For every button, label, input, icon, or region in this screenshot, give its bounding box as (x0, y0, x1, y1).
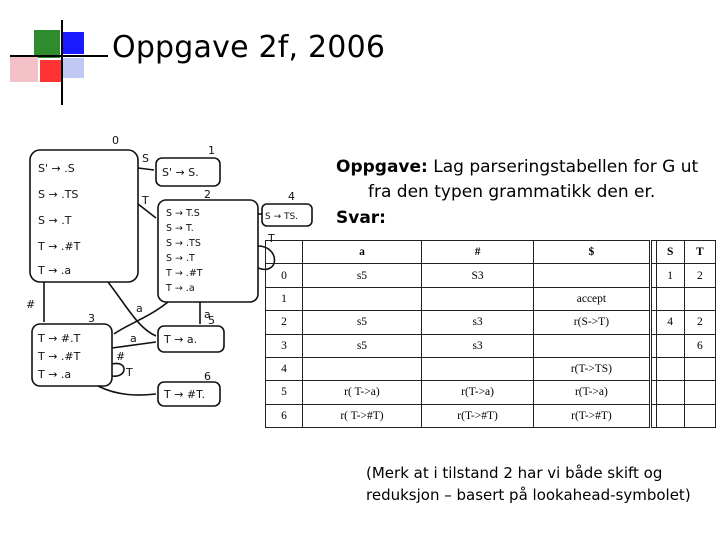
cell-S (656, 334, 684, 357)
cell-S (656, 287, 684, 310)
state-0-num: 0 (112, 134, 119, 147)
cell-a (303, 357, 422, 380)
cell-hash: r(T->a) (421, 381, 533, 404)
edge-3-6 (98, 386, 156, 395)
state-5-item-1: T → a. (164, 333, 198, 346)
state-3-item-2: T → .#T (38, 350, 81, 363)
row-state: 5 (266, 381, 303, 404)
state-2-item-3: S → .TS (166, 238, 201, 249)
cell-dollar: r(T->#T) (534, 404, 650, 427)
cell-a: s5 (303, 264, 422, 287)
table-row (266, 404, 716, 427)
cell-T (684, 381, 715, 404)
state-0-item-4: T → .#T (38, 240, 81, 253)
cell-hash: S3 (421, 264, 533, 287)
task-text-line1: Lag parseringstabellen for G ut (433, 157, 699, 177)
table-row (266, 357, 716, 380)
header-S: S (656, 241, 684, 264)
state-0-item-3: S → .T (38, 214, 72, 227)
cell-dollar (534, 264, 650, 287)
state-3-item-3: T → .a (38, 368, 72, 381)
table-row (266, 334, 716, 357)
table-row (266, 381, 716, 404)
cell-T: 2 (684, 264, 715, 287)
state-2-item-1: S → T.S (166, 208, 200, 219)
task-text-line2: fra den typen grammatikk den er. (368, 182, 656, 202)
task-label: Oppgave: (336, 157, 428, 177)
row-state: 0 (266, 264, 303, 287)
state-4-item-1: S → TS. (265, 212, 299, 222)
edge-label-hash-loop: # (116, 350, 126, 363)
note-text (366, 462, 718, 506)
state-4-num: 4 (288, 190, 295, 203)
state-0-item-1: S' → .S (38, 162, 75, 175)
state-1-num: 1 (208, 144, 215, 157)
table-row (266, 311, 716, 334)
state-6-num: 6 (204, 370, 211, 383)
table-row (266, 287, 716, 310)
row-state: 4 (266, 357, 303, 380)
header-hash: # (421, 241, 533, 264)
row-state: 1 (266, 287, 303, 310)
cell-a: r( T->a) (303, 381, 422, 404)
cell-dollar: r(T->TS) (534, 357, 650, 380)
slide-title: Oppgave 2f, 2006 (112, 30, 386, 65)
header-T: T (684, 241, 715, 264)
parse-table (265, 240, 716, 428)
state-0-item-2: S → .TS (38, 188, 79, 201)
cell-S: 4 (656, 311, 684, 334)
edge-label-T-loop: T (268, 232, 275, 245)
row-state: 6 (266, 404, 303, 427)
task-description (336, 155, 718, 205)
cell-hash (421, 357, 533, 380)
cell-dollar: r(T->a) (534, 381, 650, 404)
cell-dollar: r(S->T) (534, 311, 650, 334)
edge-label-T-3: T (126, 366, 133, 379)
state-2-item-2: S → T. (166, 223, 194, 234)
cell-a: s5 (303, 311, 422, 334)
state-2-item-4: S → .T (166, 253, 195, 264)
edge-0-5 (108, 282, 156, 336)
edge-0-1 (138, 168, 154, 170)
cell-a: s5 (303, 334, 422, 357)
edge-label-T: T (142, 194, 149, 207)
cell-S (656, 381, 684, 404)
header-empty (266, 241, 303, 264)
cell-S (656, 357, 684, 380)
edge-label-a-3: a (130, 332, 137, 345)
note-line2: reduksjon – basert på lookahead-symbolet) (366, 486, 691, 504)
cell-hash (421, 287, 533, 310)
edge-label-hash: # (26, 298, 36, 311)
edge-label-S: S (142, 152, 149, 165)
cell-a (303, 287, 422, 310)
cell-hash: r(T->#T) (421, 404, 533, 427)
cell-S: 1 (656, 264, 684, 287)
header-a: a (303, 241, 422, 264)
state-2-item-5: T → .#T (166, 268, 203, 279)
cell-S (656, 404, 684, 427)
state-5-num: 5 (208, 314, 215, 327)
state-2-num: 2 (204, 188, 211, 201)
parse-table-header-row (266, 241, 716, 264)
state-1-item-1: S' → S. (162, 166, 199, 179)
cell-T (684, 287, 715, 310)
state-3-item-1: T → #.T (38, 332, 81, 345)
answer-label: Svar: (336, 208, 386, 228)
state-6-item-1: T → #T. (164, 388, 206, 401)
cell-T (684, 404, 715, 427)
row-state: 2 (266, 311, 303, 334)
cell-dollar: accept (534, 287, 650, 310)
cell-T: 6 (684, 334, 715, 357)
header-dollar: $ (534, 241, 650, 264)
cell-hash: s3 (421, 334, 533, 357)
row-state: 3 (266, 334, 303, 357)
cell-hash: s3 (421, 311, 533, 334)
cell-T: 2 (684, 311, 715, 334)
state-0-item-5: T → .a (38, 264, 72, 277)
cell-dollar (534, 334, 650, 357)
cell-a: r( T->#T) (303, 404, 422, 427)
corner-decoration (0, 0, 110, 110)
state-3-num: 3 (88, 312, 95, 325)
state-2-item-6: T → .a (166, 283, 195, 294)
note-line1: (Merk at i tilstand 2 har vi både skift og (366, 464, 663, 482)
table-row (266, 264, 716, 287)
cell-T (684, 357, 715, 380)
edge-label-a: a (136, 302, 143, 315)
parse-table-container (265, 240, 716, 430)
edge-3-3-loop (112, 363, 124, 376)
edge-label-a-2: a (204, 308, 211, 321)
